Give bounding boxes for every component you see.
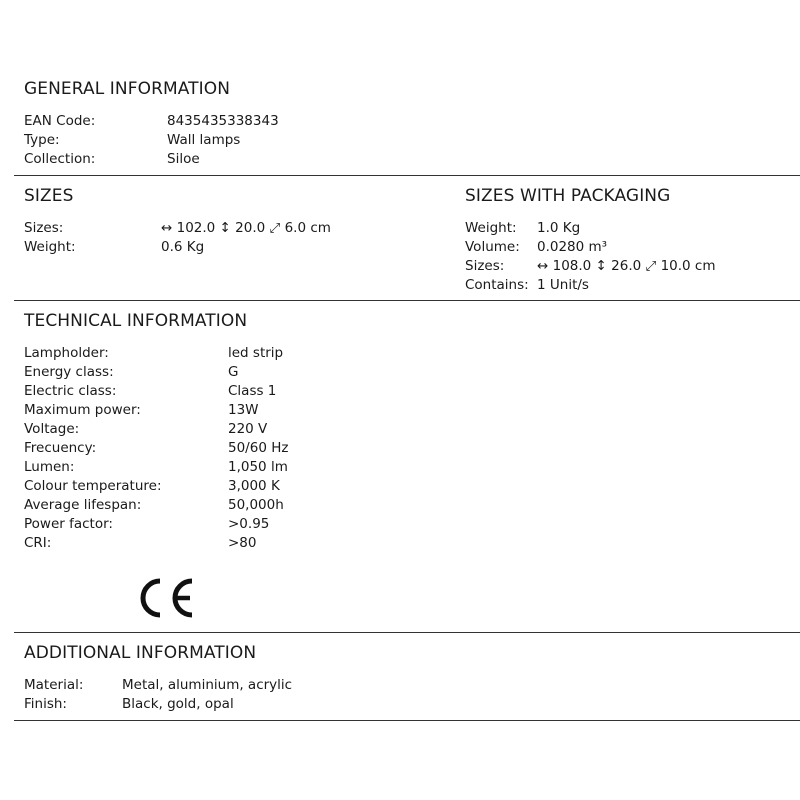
spec-label: EAN Code: [24,113,96,129]
spec-label: Frecuency: [24,440,97,456]
spec-label: CRI: [24,535,52,551]
spec-value: 50/60 Hz [228,440,289,456]
section-divider [14,632,800,633]
sizes-with-packaging-heading: SIZES WITH PACKAGING [465,186,671,206]
spec-label: Electric class: [24,383,117,399]
spec-value: 50,000h [228,497,284,513]
spec-label: Weight: [24,239,76,255]
spec-value: ↔ 102.0 ↕ 20.0 ⤢ 6.0 cm [161,220,331,236]
spec-label: Power factor: [24,516,113,532]
spec-label: Volume: [465,239,520,255]
spec-value: Black, gold, opal [122,696,234,712]
spec-label: Voltage: [24,421,80,437]
spec-label: Lampholder: [24,345,109,361]
spec-label: Lumen: [24,459,75,475]
spec-label: Weight: [465,220,517,236]
spec-value: ↔ 108.0 ↕ 26.0 ⤢ 10.0 cm [537,258,716,274]
spec-value: 220 V [228,421,268,437]
spec-value: led strip [228,345,284,361]
spec-value: 8435435338343 [167,113,279,129]
spec-label: Colour temperature: [24,478,162,494]
spec-label: Collection: [24,151,96,167]
section-divider [14,175,800,176]
ce-mark-icon [140,576,196,620]
spec-value: 0.6 Kg [161,239,205,255]
technical-information-heading: TECHNICAL INFORMATION [24,311,248,331]
section-divider [14,300,800,301]
spec-value: Siloe [167,151,200,167]
spec-value: 1.0 Kg [537,220,581,236]
spec-value: G [228,364,239,380]
spec-value: Wall lamps [167,132,241,148]
spec-value: 0.0280 m³ [537,239,608,255]
section-divider [14,720,800,721]
additional-information-heading: ADDITIONAL INFORMATION [24,643,257,663]
spec-label: Average lifespan: [24,497,142,513]
spec-value: Metal, aluminium, acrylic [122,677,293,693]
spec-value: >0.95 [228,516,270,532]
spec-label: Maximum power: [24,402,141,418]
spec-value: 1 Unit/s [537,277,589,293]
spec-label: Material: [24,677,84,693]
general-information-heading: GENERAL INFORMATION [24,79,231,99]
spec-label: Type: [24,132,60,148]
spec-label: Finish: [24,696,67,712]
spec-value: >80 [228,535,257,551]
spec-label: Sizes: [24,220,64,236]
sizes-heading: SIZES [24,186,74,206]
spec-label: Contains: [465,277,529,293]
spec-label: Energy class: [24,364,114,380]
spec-value: 3,000 K [228,478,280,494]
spec-value: Class 1 [228,383,277,399]
spec-label: Sizes: [465,258,505,274]
spec-value: 1,050 lm [228,459,288,475]
spec-value: 13W [228,402,259,418]
